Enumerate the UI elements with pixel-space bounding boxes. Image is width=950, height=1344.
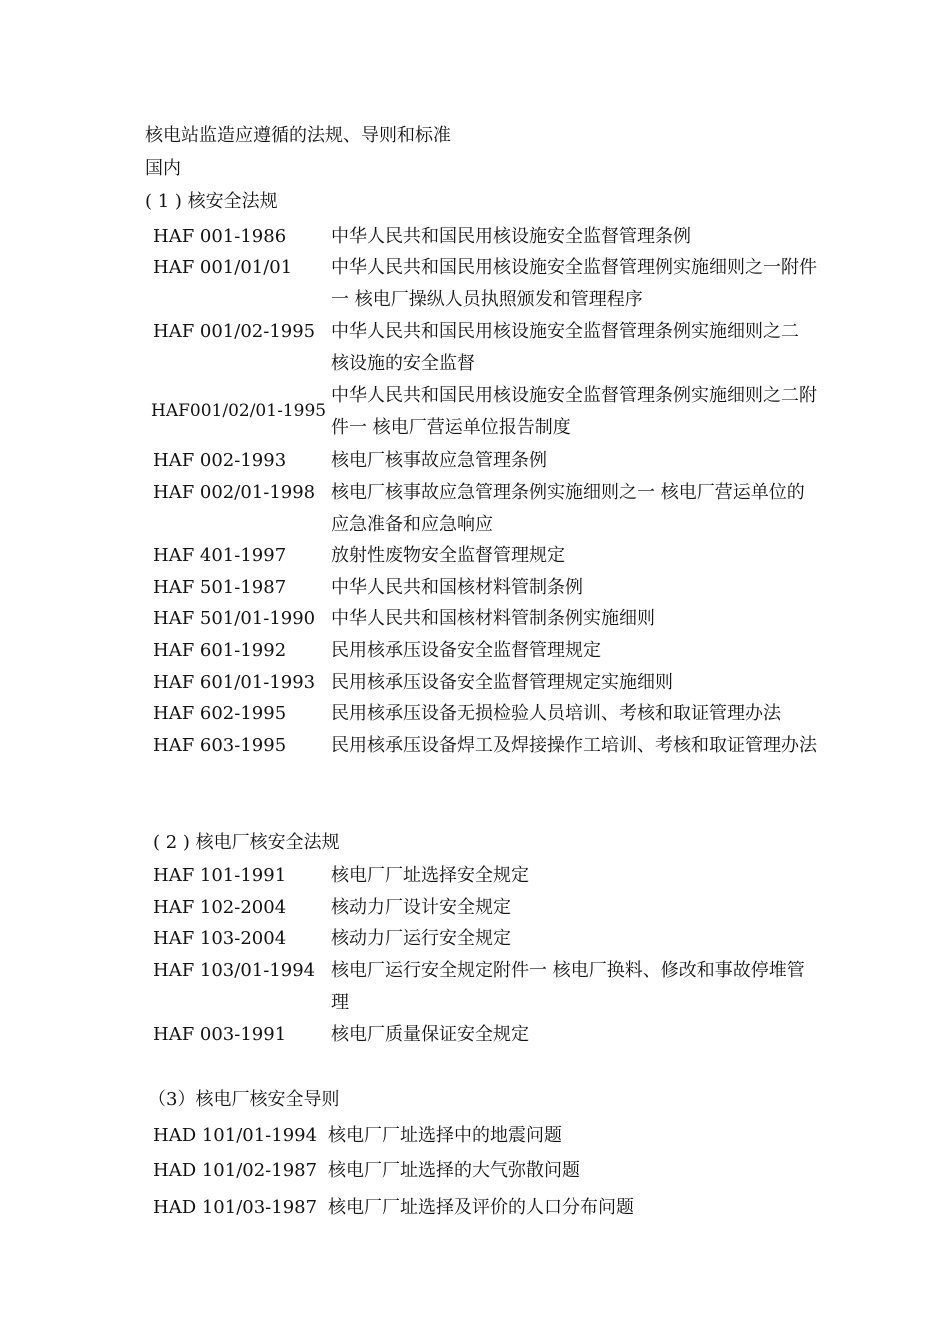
guide-title: 核电厂厂址选择及评价的人口分布问题 (328, 1197, 634, 1218)
regulation-code: HAF 103-2004 (153, 928, 287, 949)
section-3-heading: （3）核电厂核安全导则 (148, 1089, 340, 1110)
regulation-code: HAF 501/01-1990 (153, 608, 316, 629)
guide-title: 核电厂厂址选择中的地震问题 (328, 1125, 562, 1146)
guide-code: HAD 101/03-1987 (153, 1197, 318, 1218)
regulation-code: HAF 602-1995 (153, 703, 287, 724)
regulation-code: HAF 003-1991 (153, 1024, 287, 1045)
regulation-code: HAF 002/01-1998 (153, 482, 316, 503)
regulation-title: 核电厂质量保证安全规定 (331, 1024, 529, 1045)
regulation-code: HAF 501-1987 (153, 577, 287, 598)
regulation-title: 核电厂核事故应急管理条例实施细则之一 核电厂营运单位的应急准备和应急响应 (331, 482, 805, 535)
guide-code: HAD 101/02-1987 (153, 1160, 318, 1181)
regulation-title: 核动力厂运行安全规定 (331, 928, 511, 949)
regulation-code: HAF 601/01-1993 (153, 672, 316, 693)
regulation-code: HAF 401-1997 (153, 545, 287, 566)
regulation-title: 核电厂核事故应急管理条例 (331, 450, 547, 471)
guide-code: HAD 101/01-1994 (153, 1125, 318, 1146)
regulation-code: HAF 002-1993 (153, 450, 287, 471)
regulation-title: 核动力厂设计安全规定 (331, 897, 511, 918)
regulation-title: 中华人民共和国民用核设施安全监督管理条例实施细则之二 核设施的安全监督 (331, 321, 799, 374)
regulation-code: HAF 603-1995 (153, 735, 287, 756)
document-title: 核电站监造应遵循的法规、导则和标准 (145, 125, 451, 146)
section-2-heading: ( 2 ) 核电厂核安全法规 (153, 832, 340, 853)
regulation-code: HAF 001/01/01 (153, 257, 293, 278)
scope-label: 国内 (145, 158, 181, 179)
regulation-title: 中华人民共和国民用核设施安全监督管理例实施细则之一附件一 核电厂操纵人员执照颁发和管理程序 (331, 257, 817, 310)
regulation-title: 中华人民共和国民用核设施安全监督管理条例实施细则之二附件一 核电厂营运单位报告制度 (331, 385, 817, 438)
regulation-title: 民用核承压设备焊工及焊接操作工培训、考核和取证管理办法 (331, 735, 817, 756)
regulation-title: 核电厂厂址选择安全规定 (331, 865, 529, 886)
regulation-title: 民用核承压设备无损检验人员培训、考核和取证管理办法 (331, 703, 781, 724)
regulation-code: HAF 001-1986 (153, 226, 287, 247)
regulation-code: HAF 101-1991 (153, 865, 287, 886)
regulation-title: 中华人民共和国核材料管制条例 (331, 577, 583, 598)
regulation-title: 中华人民共和国核材料管制条例实施细则 (331, 608, 655, 629)
regulation-title: 放射性废物安全监督管理规定 (331, 545, 565, 566)
section-1-heading: ( 1 ) 核安全法规 (145, 191, 278, 212)
regulation-code: HAF001/02/01-1995 (151, 401, 327, 421)
regulation-title: 民用核承压设备安全监督管理规定 (331, 640, 601, 661)
regulation-code: HAF 102-2004 (153, 897, 287, 918)
regulation-title: 民用核承压设备安全监督管理规定实施细则 (331, 672, 673, 693)
regulation-title: 核电厂运行安全规定附件一 核电厂换料、修改和事故停堆管理 (331, 960, 805, 1013)
guide-title: 核电厂厂址选择的大气弥散问题 (328, 1160, 580, 1181)
regulation-code: HAF 103/01-1994 (153, 960, 316, 981)
regulation-code: HAF 001/02-1995 (153, 321, 316, 342)
regulation-code: HAF 601-1992 (153, 640, 287, 661)
regulation-title: 中华人民共和国民用核设施安全监督管理条例 (331, 226, 691, 247)
